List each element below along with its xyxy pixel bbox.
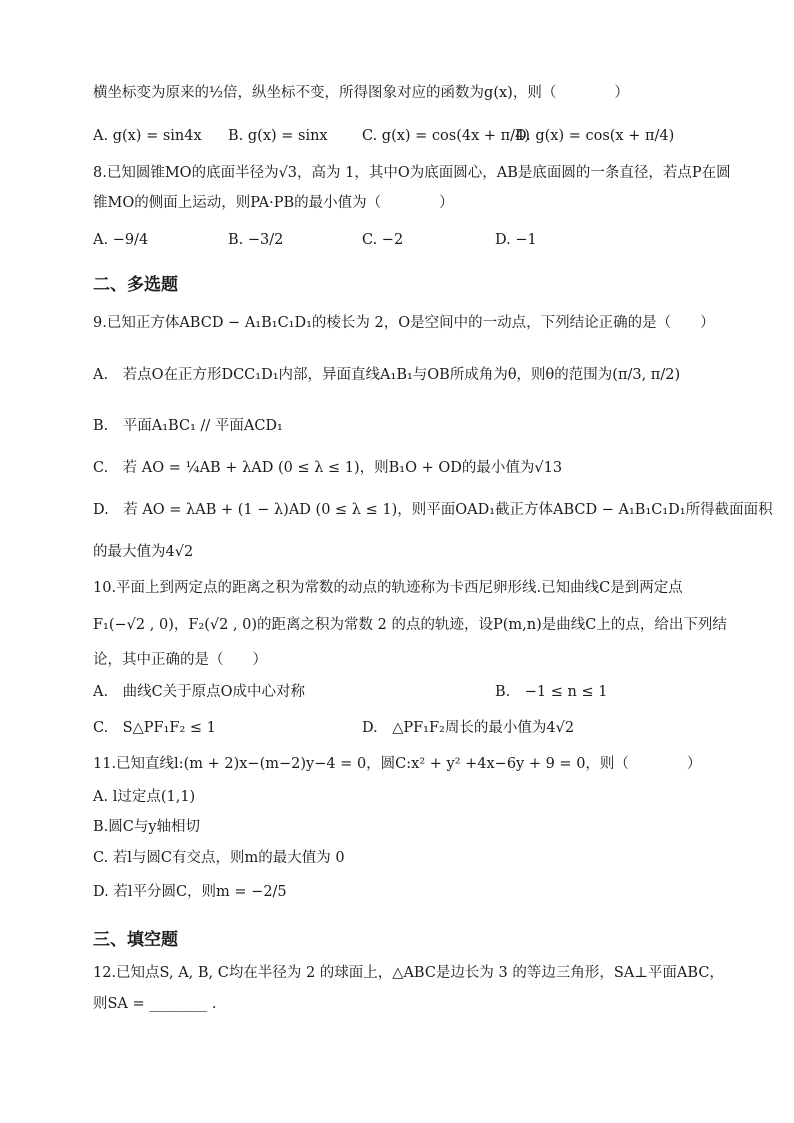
q9-option-d-line-2: 的最大值为4√2 bbox=[93, 544, 194, 560]
q7-option-a: A. g(x) = sin4x bbox=[93, 128, 202, 144]
q9-option-b: B. 平面A₁BC₁ // 平面ACD₁ bbox=[93, 418, 283, 434]
q9-option-d-line-1: D. 若 AO = λAB + (1 − λ)AD (0 ≤ λ ≤ 1)，则平面OAD₁截正方体ABCD − A₁B₁C₁D₁所得截面面积 bbox=[93, 502, 773, 518]
q10-option-b: B. −1 ≤ n ≤ 1 bbox=[495, 684, 608, 700]
q10-line-1: 10.平面上到两定点的距离之积为常数的动点的轨迹称为卡西尼卵形线.已知曲线C是到两定点 bbox=[93, 580, 683, 596]
q7-option-c: C. g(x) = cos(4x + π/4) bbox=[362, 128, 530, 144]
q11-option-d: D. 若l平分圆C，则m = −2/5 bbox=[93, 884, 287, 900]
section-2-title: 二、多选题 bbox=[93, 275, 178, 295]
q9-option-c: C. 若 AO = ¼AB + λAD (0 ≤ λ ≤ 1)，则B₁O + OD的最小值为√13 bbox=[93, 460, 563, 476]
q8-line-2: 锥MO的侧面上运动，则PA·PB的最小值为（ ） bbox=[93, 195, 454, 211]
q10-line-2: F₁(−√2 , 0)，F₂(√2 , 0)的距离之积为常数 2 的点的轨迹，设P(m,n)是曲线C上的点，给出下列结 bbox=[93, 617, 727, 633]
q10-line-3: 论，其中正确的是（ ） bbox=[93, 652, 267, 668]
q10-option-c: C. S△PF₁F₂ ≤ 1 bbox=[93, 720, 216, 736]
q11-option-b: B.圆C与y轴相切 bbox=[93, 819, 201, 835]
q11-stem: 11.已知直线l:(m + 2)x−(m−2)y−4 = 0，圆C:x² + y² +4x−6y + 9 = 0，则（ ） bbox=[93, 756, 702, 772]
q9-stem: 9.已知正方体ABCD − A₁B₁C₁D₁的棱长为 2，O是空间中的一动点，下列结论正确的是（ ） bbox=[93, 315, 715, 331]
q9-option-a: A. 若点O在正方形DCC₁D₁内部，异面直线A₁B₁与OB所成角为θ，则θ的范围为(π/3, π/2) bbox=[93, 367, 681, 383]
q8-option-c: C. −2 bbox=[362, 232, 404, 248]
q12-line-2: 则SA = ________ . bbox=[93, 996, 217, 1012]
q7-tail: 横坐标变为原来的½倍，纵坐标不变，所得图象对应的函数为g(x)，则（ ） bbox=[93, 85, 629, 101]
q10-option-d: D. △PF₁F₂周长的最小值为4√2 bbox=[362, 720, 575, 736]
q7-option-b: B. g(x) = sinx bbox=[228, 128, 328, 144]
q8-option-d: D. −1 bbox=[495, 232, 537, 248]
q10-option-a: A. 曲线C关于原点O成中心对称 bbox=[93, 684, 306, 700]
q8-option-a: A. −9/4 bbox=[93, 232, 149, 248]
q11-option-c: C. 若l与圆C有交点，则m的最大值为 0 bbox=[93, 850, 345, 866]
q8-line-1: 8.已知圆锥MO的底面半径为√3，高为 1，其中O为底面圆心，AB是底面圆的一条直径，若点P在圆 bbox=[93, 165, 731, 181]
q8-option-b: B. −3/2 bbox=[228, 232, 284, 248]
q7-option-d: D. g(x) = cos(x + π/4) bbox=[515, 128, 675, 144]
q11-option-a: A. l过定点(1,1) bbox=[93, 789, 196, 805]
q12-line-1: 12.已知点S, A, B, C均在半径为 2 的球面上，△ABC是边长为 3 的等边三角形，SA⊥平面ABC， bbox=[93, 965, 724, 981]
section-3-title: 三、填空题 bbox=[93, 930, 178, 950]
